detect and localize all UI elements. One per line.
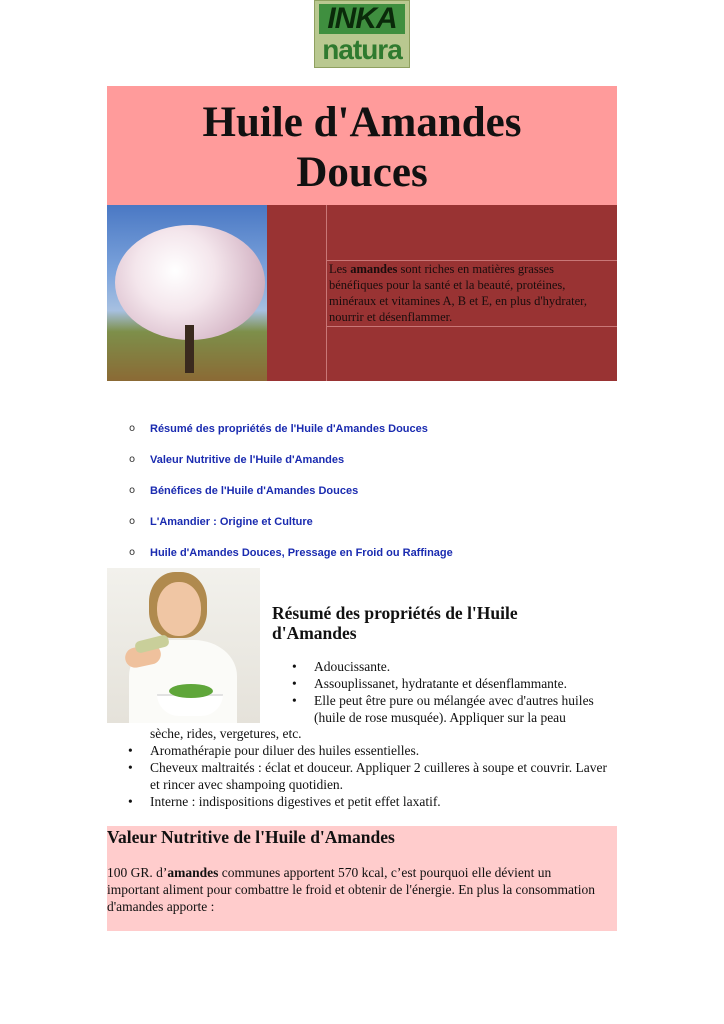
list-item: • Aromathérapie pour diluer des huiles essentielles. xyxy=(126,742,620,759)
intro-banner xyxy=(107,205,617,381)
tree-trunk xyxy=(185,325,194,373)
woman-salad-image xyxy=(107,568,260,723)
nutrition-section xyxy=(107,826,617,931)
circle-bullet-icon: o xyxy=(129,423,136,434)
tree-canopy xyxy=(115,225,265,340)
banner-rule-bottom xyxy=(326,326,617,327)
circle-bullet-icon: o xyxy=(129,485,136,496)
nutrition-text-prefix: 100 GR. d’ xyxy=(107,865,168,880)
toc-item xyxy=(129,444,609,475)
nutrition-text xyxy=(107,864,607,915)
brand-logo xyxy=(314,0,410,68)
section-title-resume: Résumé des propriétés de l'Huile d'Amandes xyxy=(272,603,518,643)
banner-divider xyxy=(326,205,327,381)
list-item: • Elle peut être pure ou mélangée avec d'autres huiles (huile de rose musquée). Appliquer sur la peau xyxy=(290,692,620,726)
logo-text-top: INKA xyxy=(319,4,405,34)
page-title xyxy=(107,86,617,198)
properties-list-continued xyxy=(126,742,620,810)
list-item-continuation: sèche, rides, vergetures, etc. xyxy=(150,726,302,741)
toc-item xyxy=(129,506,609,537)
list-item: • Interne : indispositions digestives et petit effet laxatif. xyxy=(126,793,620,810)
nutrition-text-bold: amandes xyxy=(167,865,219,880)
section-title-nutrition: Valeur Nutritive de l'Huile d'Amandes xyxy=(107,827,395,847)
page-title-line1: Huile d'Amandes xyxy=(202,99,522,146)
intro-text xyxy=(329,261,609,325)
circle-bullet-icon: o xyxy=(129,547,136,558)
circle-bullet-icon: o xyxy=(129,516,136,527)
intro-text-bold: amandes xyxy=(350,262,398,276)
nutrition-text-suffix: communes apportent 570 kcal, c’est pourquoi elle dévient un important aliment pour combattre le froid et obtenir de l'énergie. En plus la consommation d'amandes apporte : xyxy=(107,865,596,914)
almond-tree-image xyxy=(107,205,267,381)
list-item: • Cheveux maltraités : éclat et douceur. Appliquer 2 cuilleres à soupe et couvrir. Laver et rincer avec shampoing quotidien. xyxy=(126,759,620,793)
page-title-line2: Douces xyxy=(296,149,428,196)
logo-text-bottom: natura xyxy=(322,34,402,65)
toc-link-valeur-nutritive[interactable]: Valeur Nutritive de l'Huile d'Amandes xyxy=(150,453,345,466)
properties-list xyxy=(290,658,620,726)
intro-text-suffix: sont riches en matières grasses bénéfiques pour la santé et la beauté, protéines, minéraux et vitamines A, B et E, en plus d'hydrater, nourrir et désenflammer. xyxy=(329,262,587,324)
list-item: • Assouplissanet, hydratante et désenflammante. xyxy=(290,675,620,692)
title-banner xyxy=(107,86,617,205)
toc-item xyxy=(129,413,609,444)
toc-link-benefices[interactable]: Bénéfices de l'Huile d'Amandes Douces xyxy=(150,484,359,497)
photo-salad xyxy=(169,684,213,698)
toc-item xyxy=(129,475,609,506)
list-item: • Adoucissante. xyxy=(290,658,620,675)
toc-item xyxy=(129,537,609,568)
intro-text-prefix: Les xyxy=(329,262,351,276)
toc-link-amandier[interactable]: L'Amandier : Origine et Culture xyxy=(150,515,313,528)
toc-link-pressage[interactable]: Huile d'Amandes Douces, Pressage en Froid ou Raffinage xyxy=(150,546,453,559)
table-of-contents xyxy=(129,413,609,568)
toc-link-resume[interactable]: Résumé des propriétés de l'Huile d'Amandes Douces xyxy=(150,422,428,435)
photo-face xyxy=(157,582,201,636)
circle-bullet-icon: o xyxy=(129,454,136,465)
